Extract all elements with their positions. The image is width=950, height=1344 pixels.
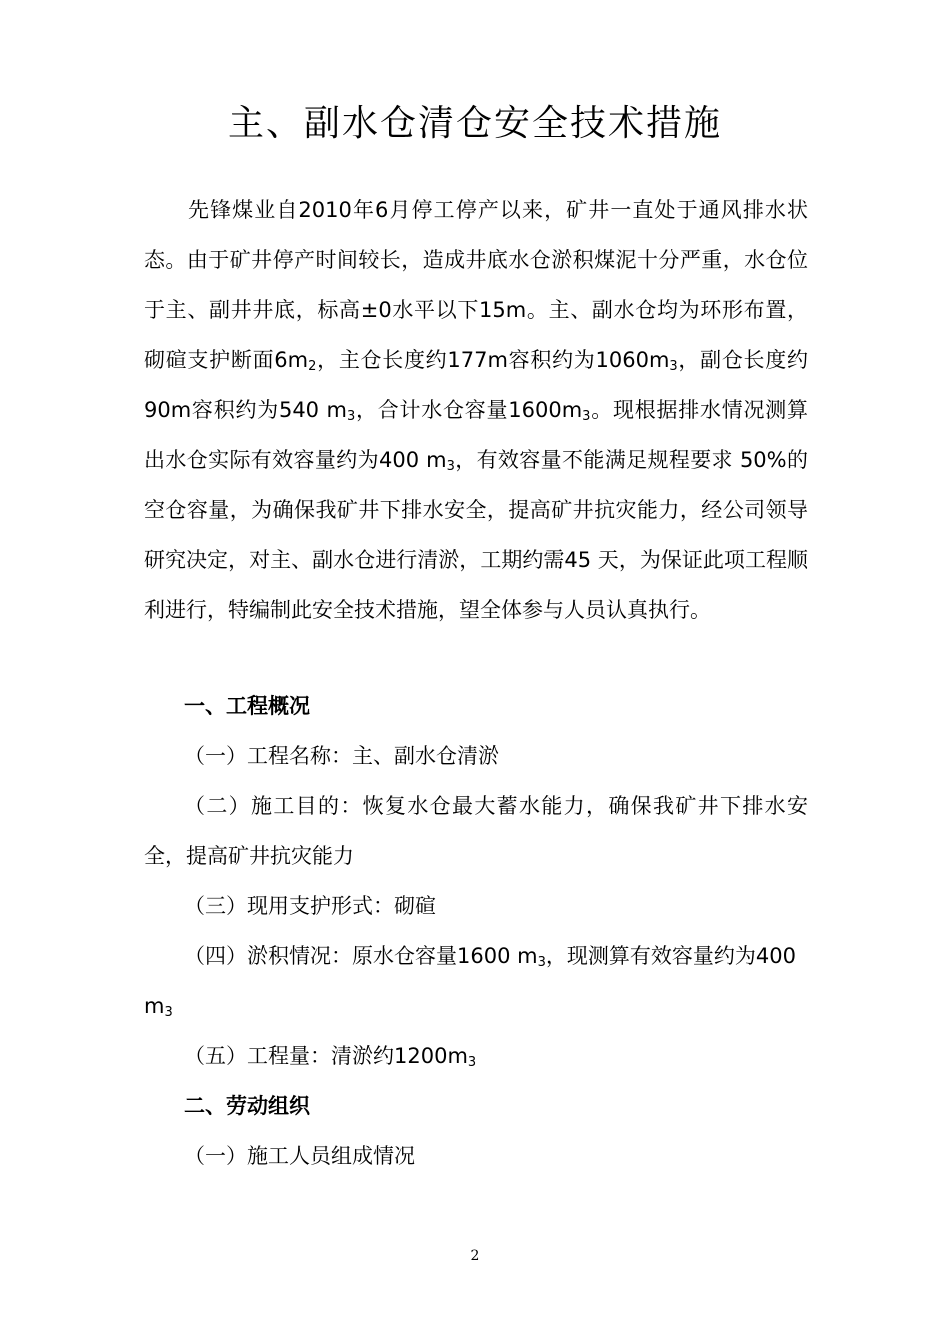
section1-heading: 一、工程概况 [184, 694, 310, 718]
section1-item1: （一）工程名称：主、副水仓清淤 [184, 744, 499, 768]
section1-item5: （五）工程量：清淤约$1200m_3$ [184, 1044, 477, 1070]
section1-item2: （二）施工目的：恢复水仓最大蓄水能力，确保我矿井下排水安全，提高矿井抗灾能力 [144, 794, 808, 868]
document-title: 主、副水仓清仓安全技术措施 [227, 103, 722, 144]
section2-heading: 二、劳动组织 [184, 1094, 310, 1118]
page-number: 2 [470, 1248, 480, 1264]
section1-item4-continued: $m_3$ [144, 994, 173, 1020]
section1-item4: （四）淤积情况：原水仓容量1600 $m_3$，现测算有效容量约为400 [184, 944, 796, 970]
intro-paragraph: 先锋煤业自2010年6月停工停产以来，矿井一直处于通风排水状态。由于矿井停产时间较长，造成井底水仓淤积煤泥十分严重，水仓位于主、副井井底，标高±0水平以下15m。主、副水仓均为环形布置，砌碹支护断面$6m_2$，主仓长度约177m容积约为$1060m_3$，副仓长度约90m容积约为540 $m_3$，合计水仓容量$1600m_3$。现根据排水情况测算出水仓实际有效容量约为400 $m_3$，有效容量不能满足规程要求 50%的空仓容量，为确保我矿井下排水安全，提高矿井抗灾能力，经公司领导研究决定，对主、副水仓进行清淤，工期约需45 天，为保证此项工程顺利进行，特编制此安全技术措施，望全体参与人员认真执行。 [144, 198, 809, 622]
section1-item3: （三）现用支护形式：砌碹 [184, 894, 436, 918]
section2-item1: （一）施工人员组成情况 [184, 1144, 415, 1168]
